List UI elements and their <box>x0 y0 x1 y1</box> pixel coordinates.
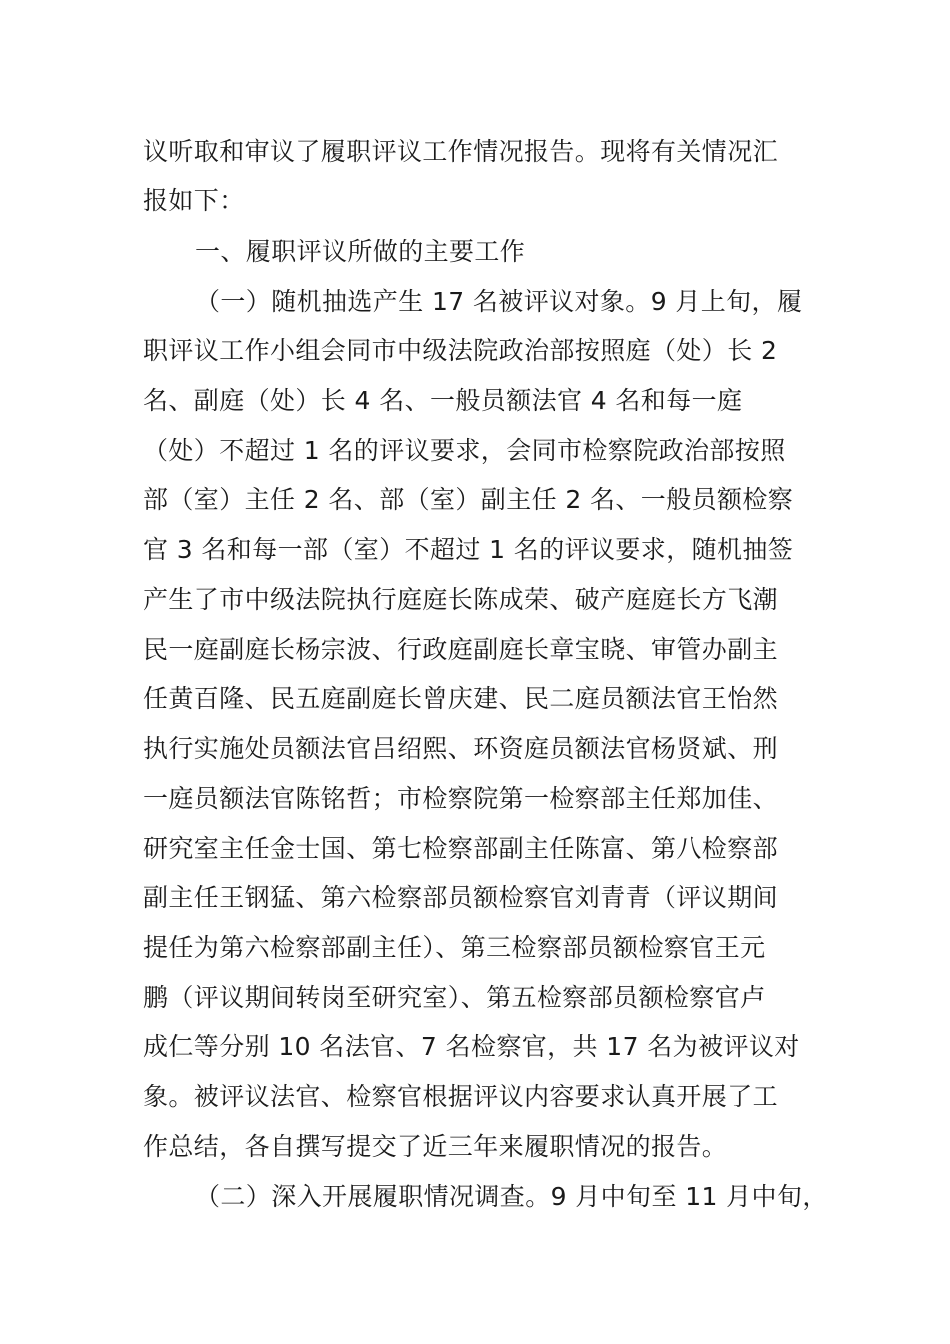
text-line: （处）不超过 1 名的评议要求，会同市检察院政治部按照 <box>143 436 786 465</box>
subsection-heading-line: （二）深入开展履职情况调查。9 月中旬至 11 月中旬， <box>195 1182 828 1211</box>
text-line: 提任为第六检察部副主任）、第三检察部员额检察官王元 <box>143 933 766 962</box>
text-line: 报如下： <box>143 186 245 215</box>
text-line: 成仁等分别 10 名法官、7 名检察官，共 17 名为被评议对 <box>143 1032 800 1061</box>
text-line: 鹏（评议期间转岗至研究室）、第五检察部员额检察官卢 <box>143 983 766 1012</box>
subsection-heading-line: （一）随机抽选产生 17 名被评议对象。9 月上旬，履 <box>195 287 803 316</box>
text-line: 产生了市中级法院执行庭庭长陈成荣、破产庭庭长方飞潮 <box>143 585 779 614</box>
text-line: 议听取和审议了履职评议工作情况报告。现将有关情况汇 <box>143 137 779 166</box>
section-heading: 一、履职评议所做的主要工作 <box>195 237 526 266</box>
text-line: 一庭员额法官陈铭哲；市检察院第一检察部主任郑加佳、 <box>143 784 779 813</box>
text-line: 任黄百隆、民五庭副庭长曾庆建、民二庭员额法官王怡然 <box>143 684 779 713</box>
text-line: 执行实施处员额法官吕绍熙、环资庭员额法官杨贤斌、刑 <box>143 734 779 763</box>
text-line: 作总结，各自撰写提交了近三年来履职情况的报告。 <box>143 1132 728 1161</box>
text-line: 民一庭副庭长杨宗波、行政庭副庭长章宝晓、审管办副主 <box>143 635 779 664</box>
text-line: 研究室主任金士国、第七检察部副主任陈富、第八检察部 <box>143 834 779 863</box>
text-line: 名、副庭（处）长 4 名、一般员额法官 4 名和每一庭 <box>143 386 743 415</box>
text-line: 官 3 名和每一部（室）不超过 1 名的评议要求，随机抽签 <box>143 535 794 564</box>
text-line: 象。被评议法官、检察官根据评议内容要求认真开展了工 <box>143 1082 779 1111</box>
text-line: 职评议工作小组会同市中级法院政治部按照庭（处）长 2 <box>143 336 778 365</box>
text-line: 部（室）主任 2 名、部（室）副主任 2 名、一般员额检察 <box>143 485 794 514</box>
text-line: 副主任王钢猛、第六检察部员额检察官刘青青（评议期间 <box>143 883 779 912</box>
